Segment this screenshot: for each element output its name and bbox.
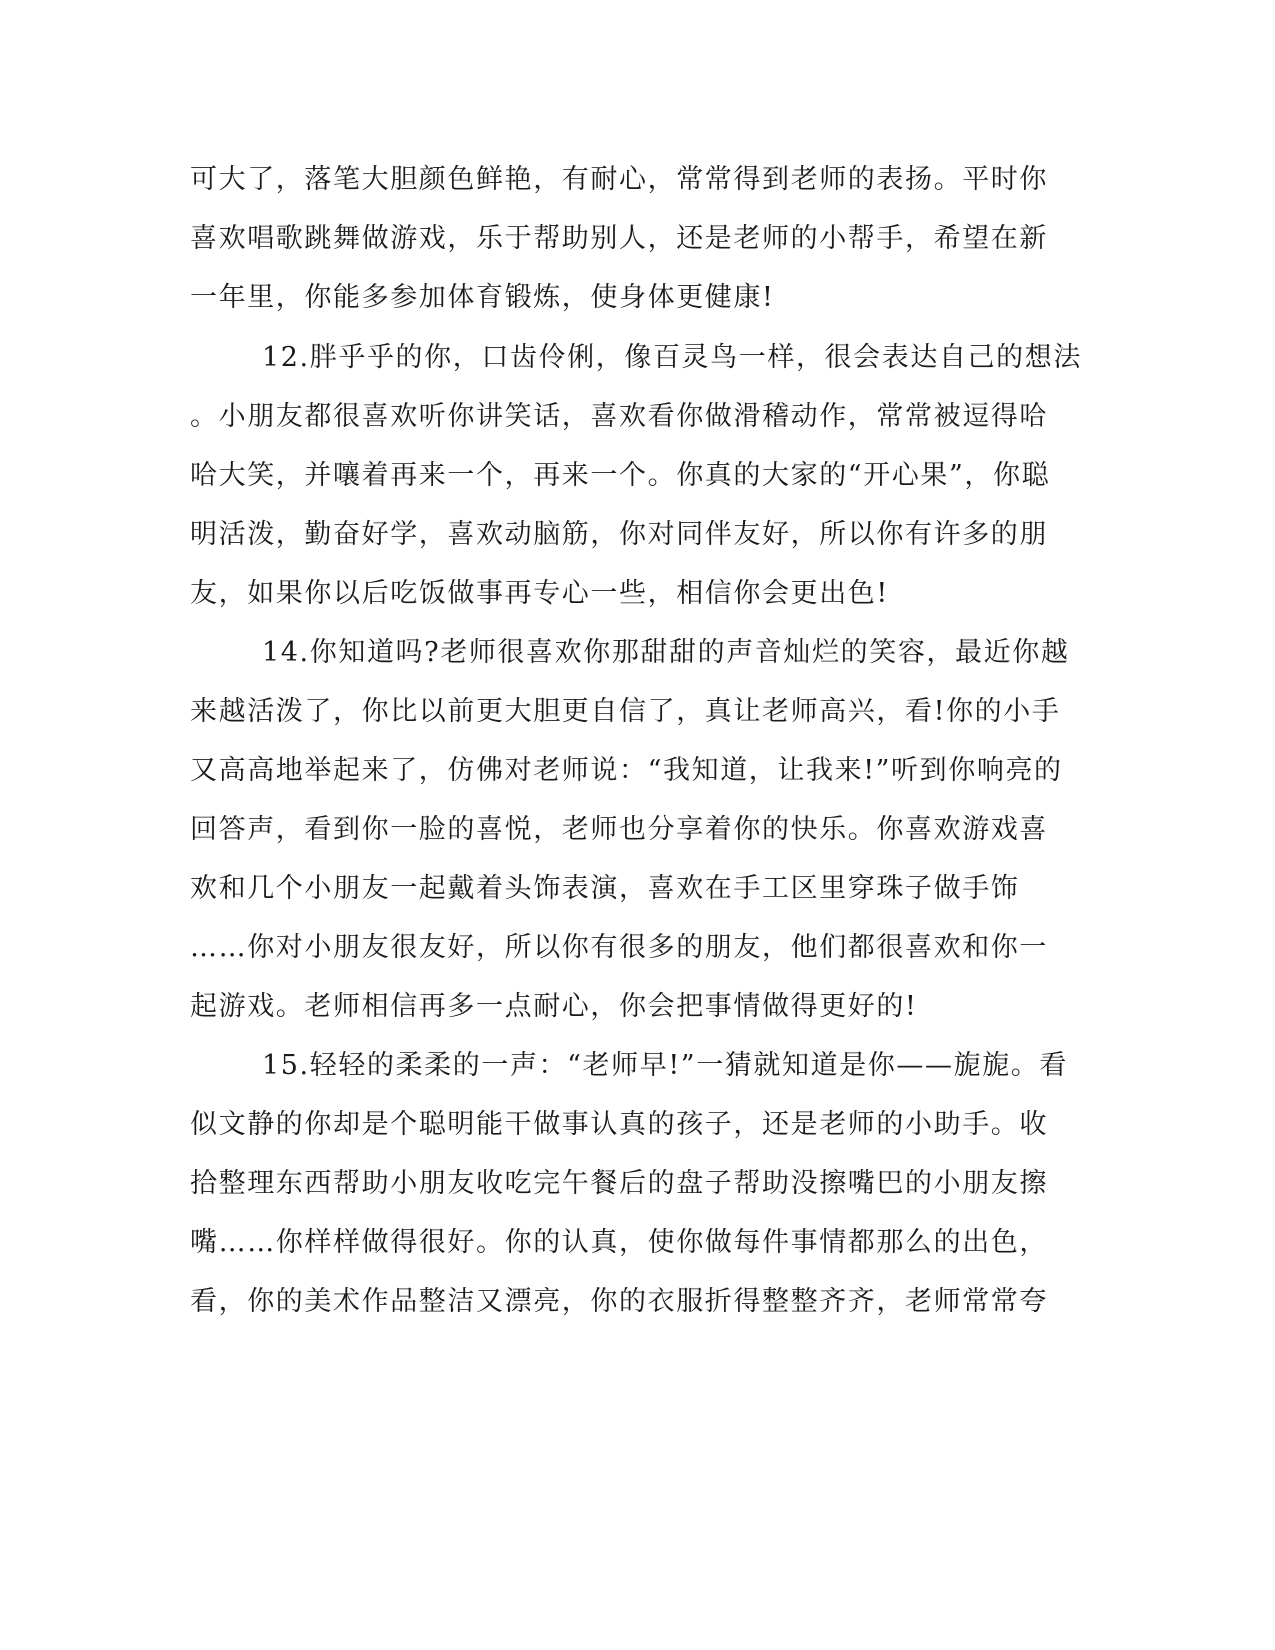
text-line: 回答声，看到你一脸的喜悦，老师也分享着你的快乐。你喜欢游戏喜 (190, 814, 1048, 845)
text-line: 明活泼，勤奋好学，喜欢动脑筋，你对同伴友好，所以你有许多的朋 (190, 519, 1048, 550)
paragraph-12-first-line: 12.胖乎乎的你，口齿伶俐，像百灵鸟一样，很会表达自己的想法 (262, 342, 1082, 373)
text-line: 似文静的你却是个聪明能干做事认真的孩子，还是老师的小助手。收 (190, 1109, 1048, 1140)
text-line: 。小朋友都很喜欢听你讲笑话，喜欢看你做滑稽动作，常常被逗得哈 (190, 401, 1048, 432)
text-line: 喜欢唱歌跳舞做游戏，乐于帮助别人，还是老师的小帮手，希望在新 (190, 223, 1048, 254)
text-line: 可大了，落笔大胆颜色鲜艳，有耐心，常常得到老师的表扬。平时你 (190, 164, 1048, 195)
paragraph-14-first-line: 14.你知道吗?老师很喜欢你那甜甜的声音灿烂的笑容，最近你越 (262, 637, 1070, 668)
text-line: 来越活泼了，你比以前更大胆更自信了，真让老师高兴，看!你的小手 (190, 696, 1061, 727)
paragraph-15-first-line: 15.轻轻的柔柔的一声：“老师早!”一猜就知道是你——旎旎。看 (262, 1050, 1068, 1081)
text-line: 友，如果你以后吃饭做事再专心一些，相信你会更出色! (190, 578, 889, 609)
text-line: 起游戏。老师相信再多一点耐心，你会把事情做得更好的! (190, 991, 918, 1022)
text-line: 又高高地举起来了，仿佛对老师说：“我知道，让我来!”听到你响亮的 (190, 755, 1063, 786)
text-line: 嘴……你样样做得很好。你的认真，使你做每件事情都那么的出色， (190, 1227, 1048, 1258)
text-line: 哈大笑，并嚷着再来一个，再来一个。你真的大家的“开心果”，你聪 (190, 460, 1051, 491)
text-line: 欢和几个小朋友一起戴着头饰表演，喜欢在手工区里穿珠子做手饰 (190, 873, 1020, 904)
text-line: ……你对小朋友很友好，所以你有很多的朋友，他们都很喜欢和你一 (190, 932, 1048, 963)
text-line: 看，你的美术作品整洁又漂亮，你的衣服折得整整齐齐，老师常常夸 (190, 1286, 1048, 1317)
text-line: 一年里，你能多参加体育锻炼，使身体更健康! (190, 282, 775, 313)
text-line: 拾整理东西帮助小朋友收吃完午餐后的盘子帮助没擦嘴巴的小朋友擦 (190, 1168, 1048, 1199)
